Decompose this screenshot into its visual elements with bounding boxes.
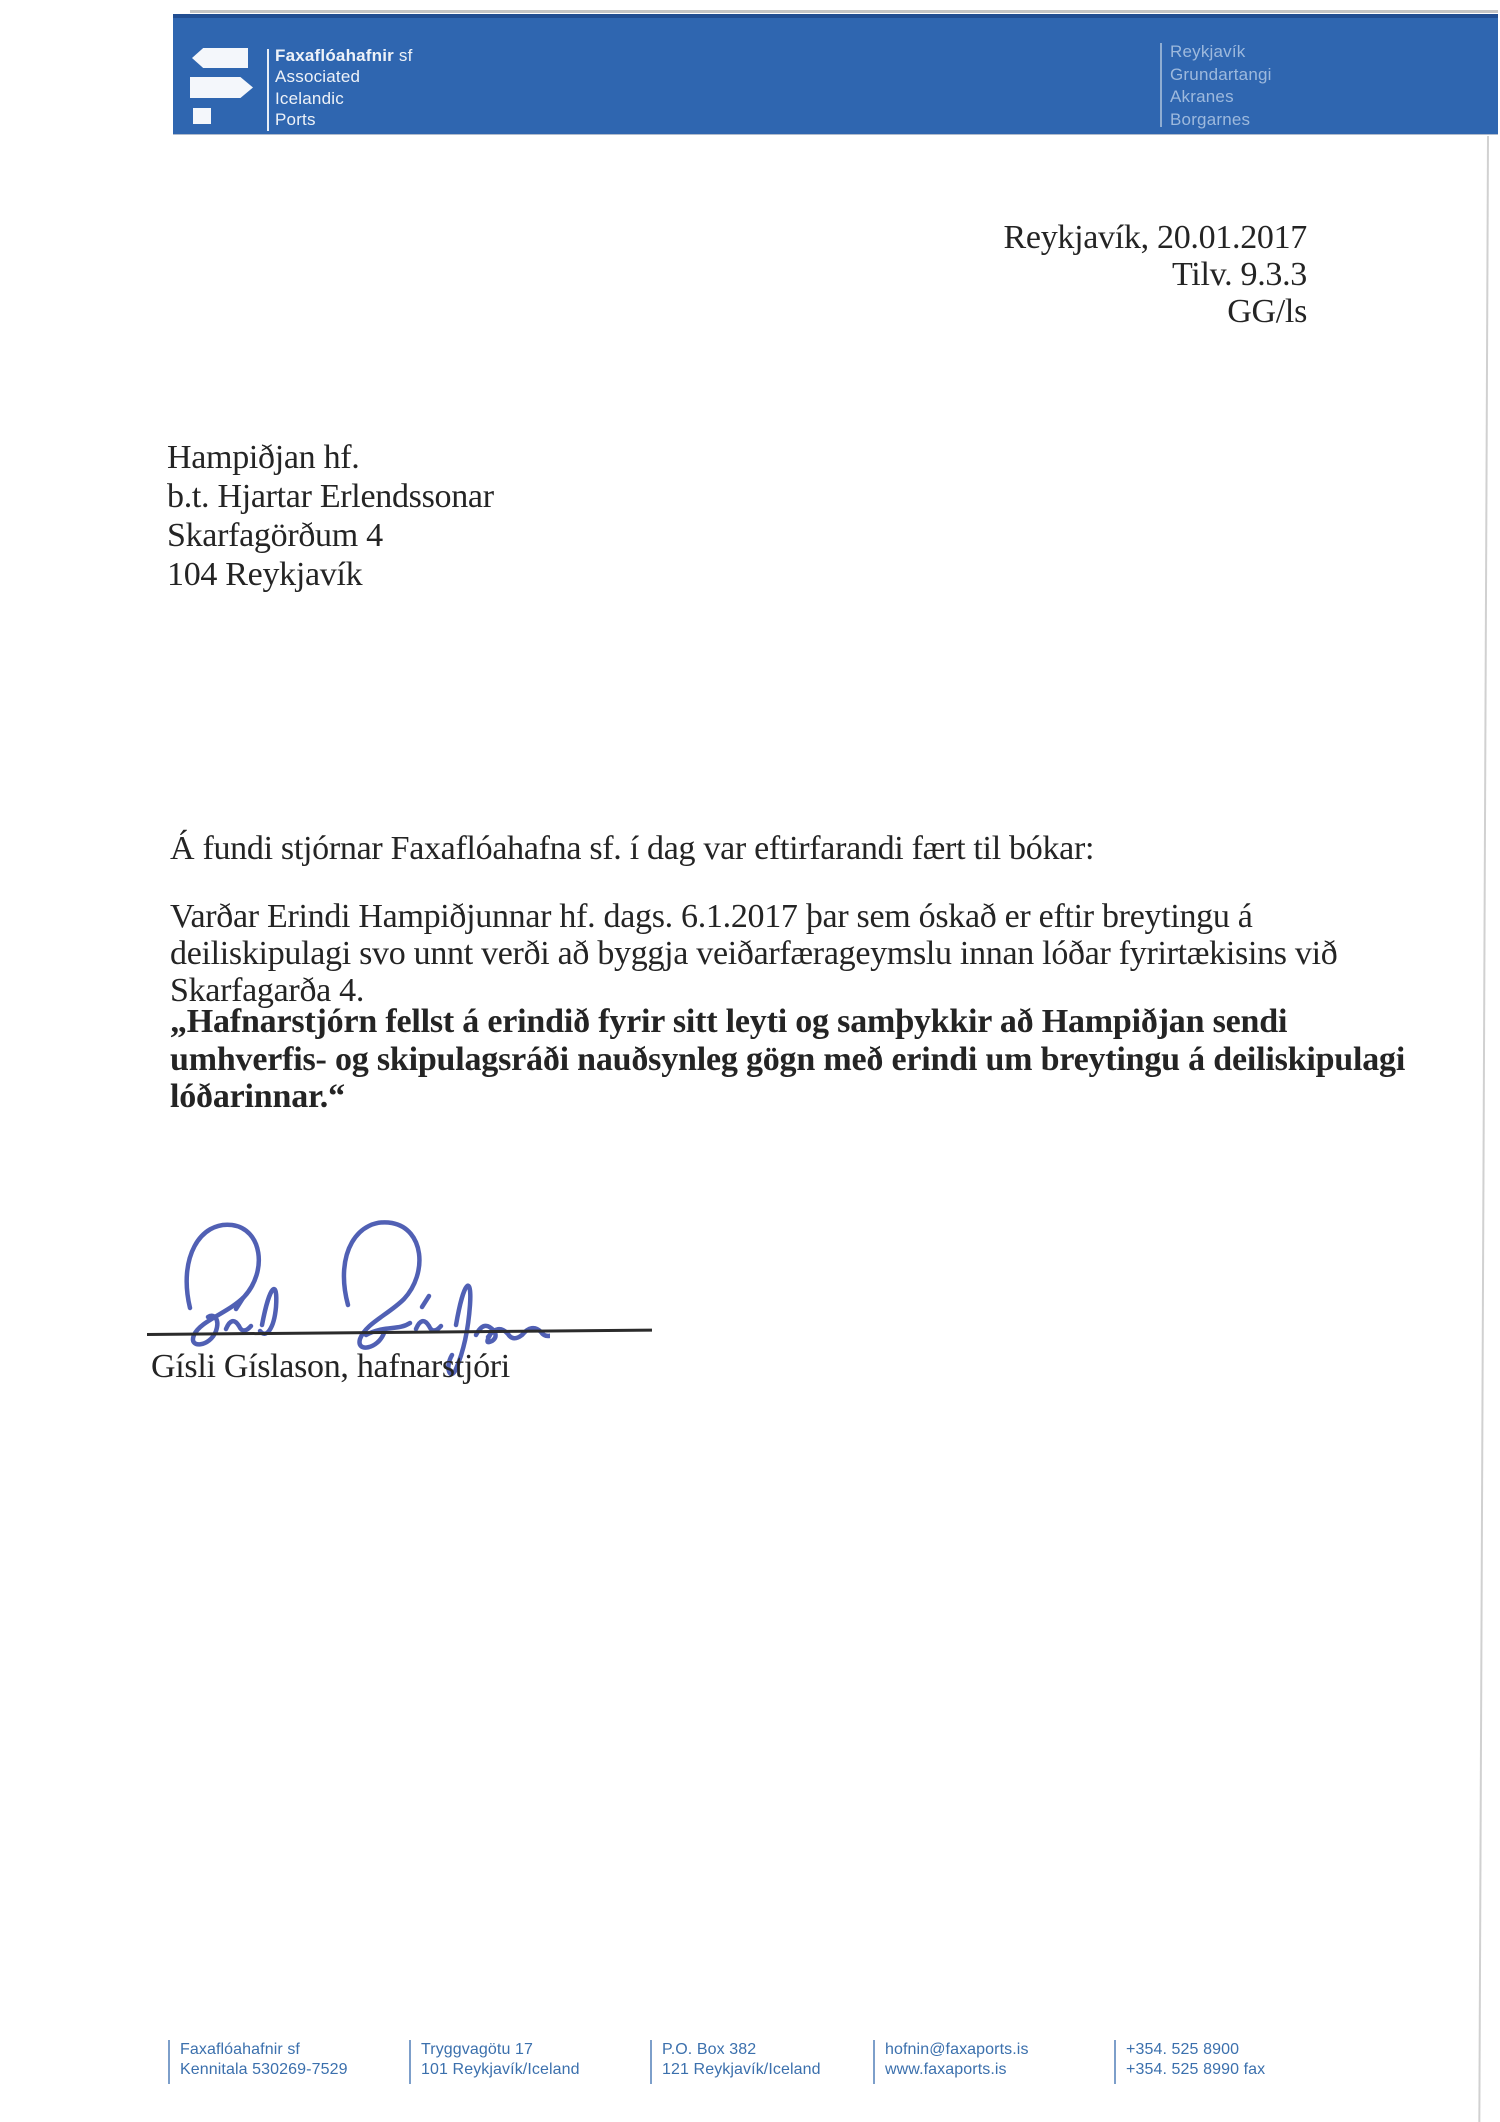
paragraph-line: Varðar Erindi Hampiðjunnar hf. dags. 6.1.2017 þar sem óskað er eftir breytingu á — [170, 898, 1253, 935]
footer-email: hofnin@faxaports.is — [885, 2041, 1029, 2058]
port-location: Akranes — [1170, 87, 1234, 107]
scan-artifact-top — [190, 10, 1498, 13]
date-reference-block — [1004, 219, 1307, 330]
scan-artifact-right-edge — [1478, 136, 1489, 2122]
footer-line: Faxaflóahafnir sf — [180, 2041, 300, 2058]
footer-line: Kennitala 530269-7529 — [180, 2061, 348, 2078]
footer-website: www.faxaports.is — [885, 2061, 1007, 2078]
company-line: Ports — [275, 109, 316, 129]
recipient-line: Skarfagörðum 4 — [167, 517, 383, 554]
company-suffix: sf — [394, 46, 413, 65]
port-location: Reykjavík — [1170, 42, 1246, 61]
place-and-date: Reykjavík, 20.01.2017 — [1003, 219, 1307, 256]
footer-line: P.O. Box 382 — [662, 2041, 757, 2058]
logo-square-icon — [193, 108, 211, 124]
paragraph-line: deiliskipulagi svo unnt verði að byggja veiðarfærageymslu innan lóðar fyrirtækisins við — [170, 935, 1338, 972]
footer-company-column — [168, 2040, 348, 2084]
resolution-line: „Hafnarstjórn fellst á erindið fyrir sitt leyti og samþykkir að Hampiðjan sendi — [170, 1003, 1288, 1040]
port-location: Grundartangi — [1170, 64, 1272, 84]
port-location: Borgarnes — [1170, 109, 1251, 129]
resolution-line: lóðarinnar.“ — [170, 1078, 345, 1115]
recipient-address — [167, 438, 494, 594]
company-block — [275, 45, 413, 130]
footer-line: 101 Reykjavík/Iceland — [421, 2061, 580, 2078]
signer-name-title: Gísli Gíslason, hafnarstjóri — [151, 1348, 510, 1385]
subject-paragraph — [170, 898, 1337, 1009]
footer-phone: +354. 525 8900 — [1126, 2041, 1240, 2058]
footer-pobox-column — [650, 2040, 821, 2084]
paragraph-line: Skarfagarða 4. — [170, 972, 365, 1009]
intro-sentence: Á fundi stjórnar Faxaflóahafna sf. í dag var eftirfarandi fært til bókar: — [170, 830, 1095, 867]
company-name-line — [275, 45, 413, 66]
footer-line: 121 Reykjavík/Iceland — [662, 2061, 821, 2078]
port-locations-list — [1170, 41, 1272, 131]
footer-street-column — [409, 2040, 580, 2084]
footer-line: Tryggvagötu 17 — [421, 2041, 533, 2058]
logo-arrow-right-icon — [190, 77, 253, 98]
resolution-line: umhverfis- og skipulagsráði nauðsynleg gögn með erindi um breytingu á deiliskipulagi — [170, 1040, 1406, 1078]
footer-fax: +354. 525 8990 fax — [1126, 2061, 1266, 2078]
recipient-line: Hampiðjan hf. — [167, 439, 360, 476]
recipient-line: 104 Reykjavík — [167, 556, 363, 593]
reference-number: Tilv. 9.3.3 — [1172, 256, 1307, 293]
company-line: Associated — [275, 67, 361, 87]
clerk-initials: GG/ls — [1227, 293, 1307, 330]
recipient-line: b.t. Hjartar Erlendssonar — [167, 478, 494, 515]
logo-divider — [267, 49, 269, 131]
locations-divider — [1160, 43, 1162, 127]
board-resolution-quote — [170, 1003, 1405, 1116]
company-name: Faxaflóahafnir — [275, 46, 394, 65]
letterhead-band — [173, 14, 1498, 134]
company-line: Icelandic — [275, 88, 344, 108]
logo-arrow-left-icon — [192, 48, 248, 68]
footer-web-column — [873, 2040, 1029, 2084]
footer-phone-column — [1114, 2040, 1265, 2084]
